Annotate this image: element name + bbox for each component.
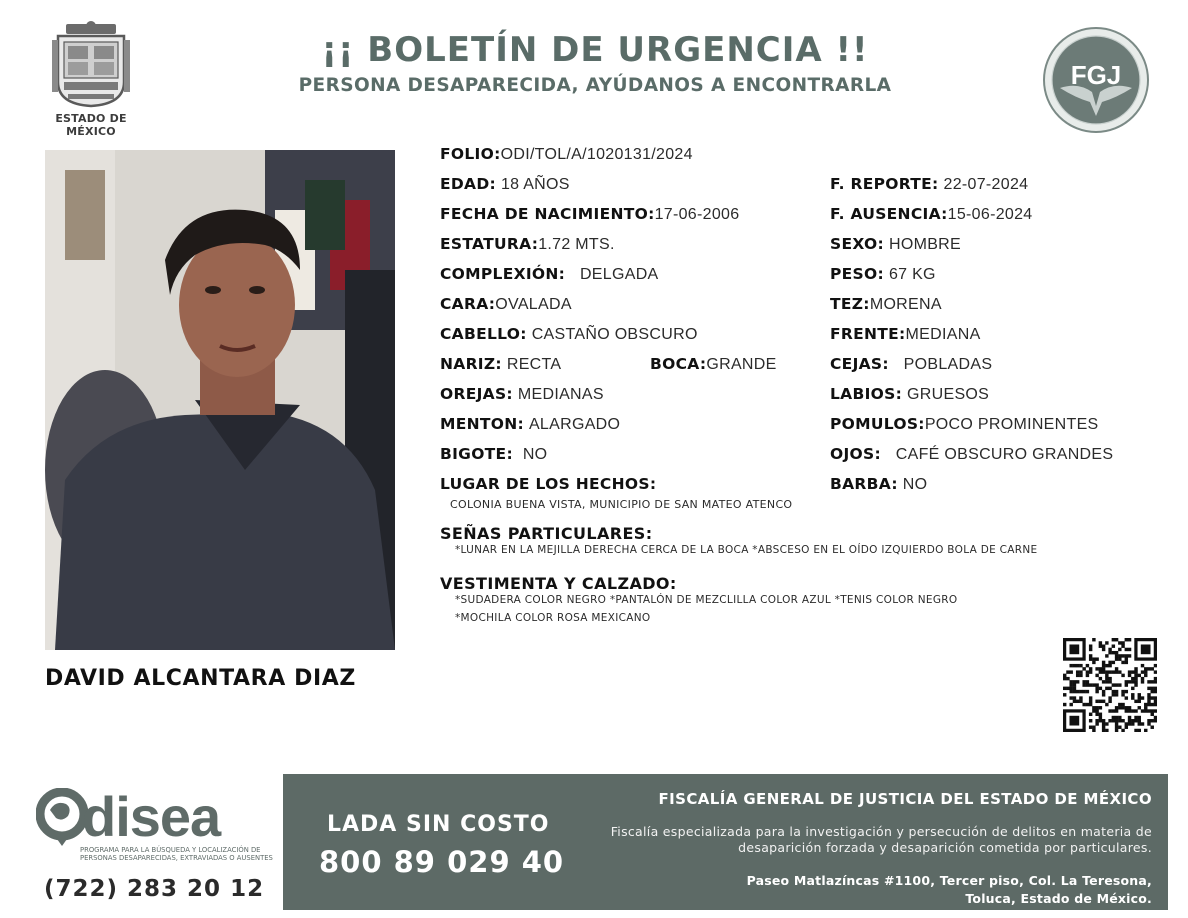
field-value: 1.72 MTS. (538, 236, 615, 253)
field-value: 17-06-2006 (654, 206, 740, 223)
field-menton (440, 414, 620, 435)
senas-line: *LUNAR EN LA MEJILLA DERECHA CERCA DE LA BOCA *ABSCESO EN EL OÍDO IZQUIERDO BOLA DE CARNE (455, 544, 1038, 556)
state-label: ESTADO DE MÉXICO (55, 112, 127, 138)
odisea-logo (30, 784, 280, 914)
field-value: 67 KG (888, 266, 936, 283)
field-estatura (440, 234, 615, 255)
field-label: BARBA: (830, 475, 898, 493)
field-value: NO (522, 446, 548, 463)
fgj-text: FGJ (1070, 60, 1122, 90)
field-value: CAFÉ OBSCURO GRANDES (895, 446, 1114, 463)
field-frente (830, 324, 981, 345)
field-cejas (830, 354, 992, 375)
institution-name: FISCALÍA GENERAL DE JUSTICIA DEL ESTADO DE MÉXICO (658, 790, 1152, 808)
odisea-phone[interactable]: (722) 283 20 12 (44, 876, 265, 902)
field-cara (440, 294, 572, 315)
field-ojos (830, 444, 1113, 465)
edomex-seal-icon (52, 20, 130, 108)
field-label: BIGOTE: (440, 445, 513, 463)
field-value: DELGADA (579, 266, 659, 283)
institution-description: Fiscalía especializada para la investigación y persecución de delitos en materia de desaparición forzada y desaparición cometida por particulares. (610, 824, 1152, 855)
field-label: F. REPORTE: (830, 175, 939, 193)
field-nariz (440, 354, 561, 375)
field-label: MENTON: (440, 415, 525, 433)
address-line-2: Toluca, Estado de México. (965, 891, 1152, 906)
field-value: OVALADA (495, 296, 572, 313)
field-boca (650, 354, 777, 375)
field-tez (830, 294, 942, 315)
fgj-logo (1042, 26, 1150, 134)
field-edad (440, 174, 570, 195)
field-label: NARIZ: (440, 355, 502, 373)
field-value: HOMBRE (888, 236, 961, 253)
vestimenta-line-2: *MOCHILA COLOR ROSA MEXICANO (455, 612, 651, 624)
field-label: POMULOS: (830, 415, 925, 433)
field-value: 18 AÑOS (500, 176, 570, 193)
field-label: LABIOS: (830, 385, 903, 403)
bulletin-title: ¡¡ BOLETÍN DE URGENCIA !! (321, 30, 869, 70)
field-value: RECTA (506, 356, 562, 373)
field-label: FRENTE: (830, 325, 906, 343)
qr-code-icon (1063, 638, 1157, 732)
bulletin-subtitle: PERSONA DESAPARECIDA, AYÚDANOS A ENCONTRARLA (298, 75, 892, 96)
field-label: PESO: (830, 265, 884, 283)
field-label: LUGAR DE LOS HECHOS: (440, 475, 657, 493)
institution-address (652, 872, 1152, 908)
field-pomulos (830, 414, 1099, 435)
field-label: SEXO: (830, 235, 885, 253)
field-label: F. AUSENCIA: (830, 205, 948, 223)
field-value: GRUESOS (907, 386, 990, 403)
field-label: OJOS: (830, 445, 881, 463)
field-cabello (440, 324, 698, 345)
field-orejas (440, 384, 604, 405)
lada-number[interactable]: 800 89 029 40 (319, 845, 565, 879)
field-label: CARA: (440, 295, 496, 313)
field-labios (830, 384, 989, 405)
field-value: POBLADAS (903, 356, 993, 373)
location-pin-icon (36, 788, 88, 848)
lada-label: LADA SIN COSTO (327, 812, 550, 837)
field-bigote (440, 444, 547, 465)
field-peso (830, 264, 936, 285)
field-sexo (830, 234, 961, 255)
field-value: MEDIANAS (517, 386, 604, 403)
odisea-tagline: PROGRAMA PARA LA BÚSQUEDA Y LOCALIZACIÓN DE PERSONAS DESAPARECIDAS, EXTRAVIADAS O AUSENTES (80, 846, 273, 862)
odisea-wordmark: disea (82, 785, 221, 848)
field-label: CABELLO: (440, 325, 527, 343)
fgj-badge-icon (1042, 26, 1150, 134)
person-photo (45, 150, 395, 650)
field-complexion (440, 264, 659, 285)
field-barba (830, 474, 927, 495)
field-value: MEDIANA (905, 326, 981, 343)
field-label: BOCA: (650, 355, 707, 373)
field-value: NO (902, 476, 928, 493)
address-line-1: Paseo Matlazíncas #1100, Tercer piso, Col. La Teresona, (746, 873, 1152, 888)
person-name: DAVID ALCANTARA DIAZ (45, 666, 356, 691)
field-label: EDAD: (440, 175, 497, 193)
field-label: COMPLEXIÓN: (440, 265, 566, 283)
field-label: OREJAS: (440, 385, 513, 403)
field-f-reporte (830, 174, 1028, 195)
field-folio (440, 144, 693, 165)
footer-band (283, 774, 1168, 910)
field-value: ODI/TOL/A/1020131/2024 (500, 146, 693, 163)
field-value: 22-07-2024 (943, 176, 1029, 193)
field-value: 15-06-2024 (947, 206, 1033, 223)
lugar-value: COLONIA BUENA VISTA, MUNICIPIO DE SAN MATEO ATENCO (450, 498, 793, 511)
field-value: MORENA (869, 296, 942, 313)
field-lugar (440, 474, 656, 494)
field-label: FOLIO: (440, 145, 501, 163)
field-label: FECHA DE NACIMIENTO: (440, 205, 655, 223)
qr-code[interactable] (1063, 638, 1157, 732)
senas-label: SEÑAS PARTICULARES: (440, 524, 653, 543)
field-nacimiento (440, 204, 739, 225)
person-photo-image (45, 150, 395, 650)
field-f-ausencia (830, 204, 1033, 225)
field-value: GRANDE (706, 356, 777, 373)
field-value: CASTAÑO OBSCURO (531, 326, 698, 343)
field-label: TEZ: (830, 295, 870, 313)
field-value: POCO PROMINENTES (924, 416, 1099, 433)
field-label: CEJAS: (830, 355, 889, 373)
vestimenta-line-1: *SUDADERA COLOR NEGRO *PANTALÓN DE MEZCLILLA COLOR AZUL *TENIS COLOR NEGRO (455, 594, 958, 606)
edomex-logo (30, 20, 152, 138)
field-value: ALARGADO (528, 416, 621, 433)
vestimenta-label: VESTIMENTA Y CALZADO: (440, 574, 677, 593)
field-label: ESTATURA: (440, 235, 539, 253)
